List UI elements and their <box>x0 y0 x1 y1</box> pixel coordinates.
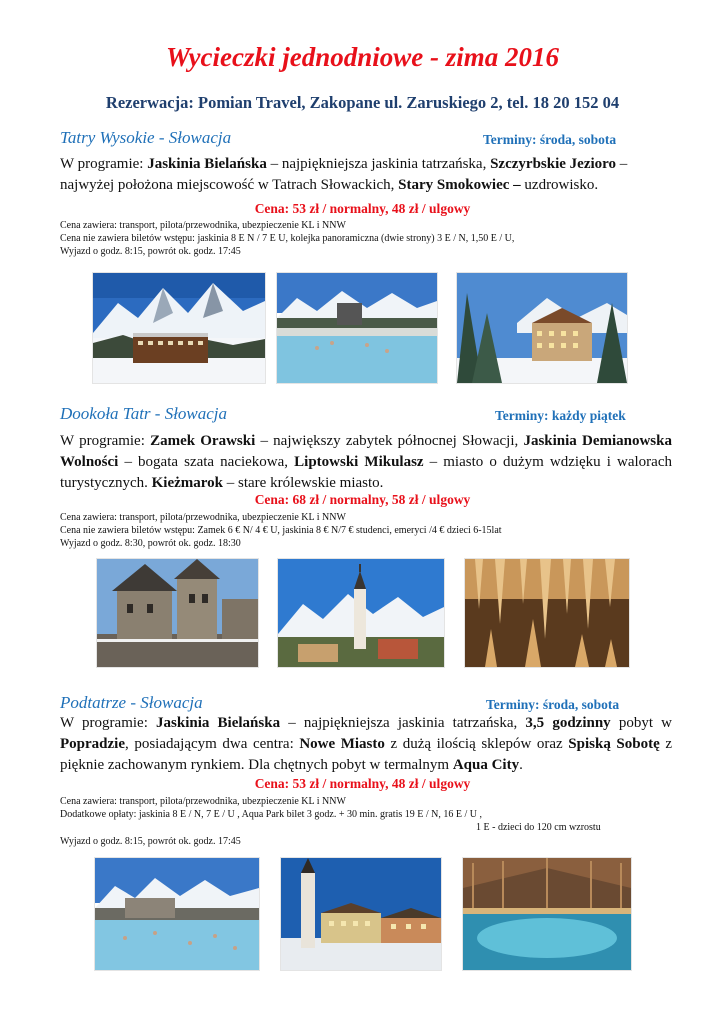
trip3-departure: Wyjazd o godz. 8:15, powrót ok. godz. 17:45 <box>60 836 241 847</box>
trip1-includes: Cena zawiera: transport, pilota/przewodnika, ubezpieczenie KL i NNW <box>60 220 346 231</box>
program-text: , posiadającym dwa centra: <box>125 736 300 752</box>
program-text: – największy zabytek północnej Słowacji, <box>255 433 524 449</box>
program-highlight: Stary Smokowiec – <box>398 177 521 193</box>
program-highlight: Szczyrbskie Jezioro <box>490 156 617 172</box>
photo-tatra-mountains-hotel <box>92 272 266 384</box>
program-highlight: Nowe Miasto <box>299 736 385 752</box>
program-highlight: Spiską Sobotę <box>568 736 660 752</box>
trip2-price: Cena: 68 zł / normalny, 58 zł / ulgowy <box>254 492 471 507</box>
trip2-title: Dookoła Tatr - Słowacja <box>60 404 228 423</box>
program-text: – najpiękniejsza jaskinia tatrzańska, <box>266 156 491 172</box>
program-highlight: Zamek Orawski <box>150 433 256 449</box>
program-highlight: Liptowski Mikulasz <box>294 454 424 470</box>
trip2-includes: Cena zawiera: transport, pilota/przewodnika, ubezpieczenie KL i NNW <box>60 512 346 523</box>
program-text: W programie: <box>60 433 151 449</box>
program-text: . <box>519 757 523 773</box>
trip1-departure: Wyjazd o godz. 8:15, powrót ok. godz. 17:45 <box>60 246 241 257</box>
trip1-excludes: Cena nie zawiera biletów wstępu: jaskinia 8 E N / 7 E U, kolejka panoramiczna (dwie strony) 3 E / N, 1,50 E / U, <box>60 233 515 244</box>
program-text: W programie: <box>60 715 157 731</box>
photo-grand-hotel-winter <box>456 272 628 384</box>
trip3-terms: Terminy: środa, sobota <box>486 697 620 712</box>
trip1-price: Cena: 53 zł / normalny, 48 zł / ulgowy <box>254 201 471 216</box>
trip3-extras: Dodatkowe opłaty: jaskinia 8 E / N, 7 E / U , Aqua Park bilet 3 godz. + 30 min. gratis 19 E / N, 16 E / U , <box>60 809 482 820</box>
program-highlight: Kieżmarok <box>151 475 224 491</box>
photo-orava-castle <box>96 558 259 668</box>
photo-aqua-city-pool <box>94 857 260 971</box>
trip2-terms: Terminy: każdy piątek <box>495 408 626 423</box>
trip1-program <box>60 154 672 196</box>
trip3-includes: Cena zawiera: transport, pilota/przewodnika, ubezpieczenie KL i NNW <box>60 796 346 807</box>
program-text: – najpiękniejsza jaskinia tatrzańska, <box>280 715 526 731</box>
trip2-program <box>60 431 672 494</box>
program-highlight: Jaskinia Demianowska Wolności <box>60 433 672 470</box>
program-highlight: Aqua City <box>452 757 520 773</box>
program-text: – miasto o dużym wdzięku i walorach turystycznych. <box>60 454 672 491</box>
program-text: W programie: <box>60 156 148 172</box>
photo-thermal-pool <box>276 272 438 384</box>
program-highlight: 3,5 godzinny <box>525 715 611 731</box>
program-text: – stare królewskie miasto. <box>223 475 384 491</box>
program-text: pobyt w <box>610 715 672 731</box>
photo-town-church-mountains <box>277 558 445 668</box>
trip1-title: Tatry Wysokie - Słowacja <box>60 128 232 147</box>
trip3-program <box>60 713 672 776</box>
program-highlight: Popradzie <box>60 736 125 752</box>
photo-indoor-spa-pool <box>462 857 632 971</box>
program-text: – najwyżej położona miejscowość w Tatrach Słowackich, <box>60 156 628 193</box>
program-text: – bogata szata naciekowa, <box>118 454 295 470</box>
program-text: z pięknie zachowanym rynkiem. Dla chętnych pobyt w termalnym <box>60 736 672 773</box>
photo-spisska-sobota-square <box>280 857 442 971</box>
trip3-price: Cena: 53 zł / normalny, 48 zł / ulgowy <box>254 776 471 791</box>
reservation-info: Rezerwacja: Pomian Travel, Zakopane ul. Zaruskiego 2, tel. 18 20 152 04 <box>105 93 620 112</box>
page-title: Wycieczki jednodniowe - zima 2016 <box>166 42 559 72</box>
program-text: uzdrowisko. <box>520 177 599 193</box>
trip2-excludes: Cena nie zawiera biletów wstępu: Zamek 6 € N/ 4 € U, jaskinia 8 € N/7 € studenci, emeryci /4 € dzieci 6-15lat <box>60 525 502 536</box>
trip2-departure: Wyjazd o godz. 8:30, powrót ok. godz. 18:30 <box>60 538 241 549</box>
trip1-terms: Terminy: środa, sobota <box>483 132 617 147</box>
program-highlight: Jaskinia Bielańska <box>156 715 281 731</box>
photo-cave-stalactites <box>464 558 630 668</box>
trip3-extras-children: 1 E - dzieci do 120 cm wzrostu <box>476 822 601 833</box>
program-highlight: Jaskinia Bielańska <box>147 156 267 172</box>
trip3-title: Podtatrze - Słowacja <box>60 693 203 712</box>
program-text: z dużą ilością sklepów oraz <box>384 736 569 752</box>
